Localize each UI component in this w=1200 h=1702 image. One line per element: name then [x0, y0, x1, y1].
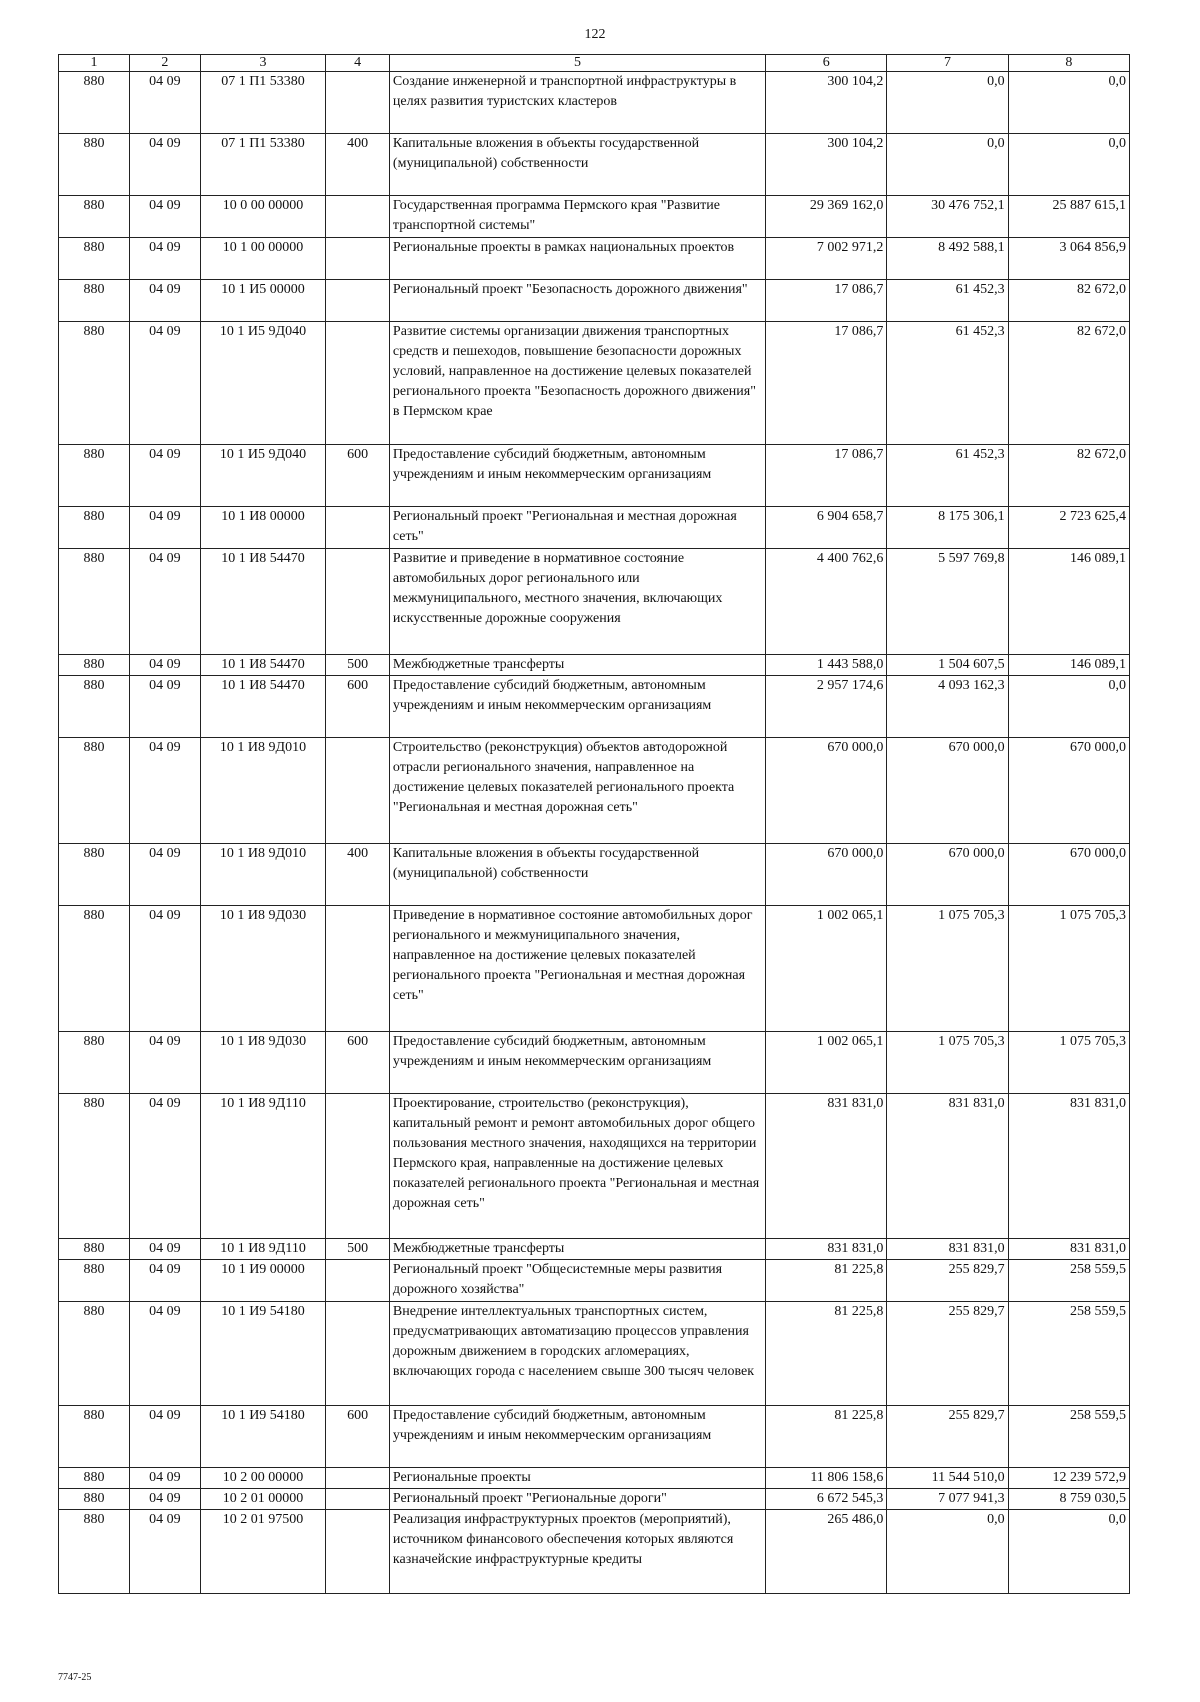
target-article-cell: 10 1 И5 9Д040: [200, 322, 325, 445]
section-code-cell: 04 09: [129, 196, 200, 238]
target-article-cell: 10 1 И9 54180: [200, 1302, 325, 1406]
section-code-cell: 04 09: [129, 1260, 200, 1302]
section-code-cell: 04 09: [129, 676, 200, 738]
amount-year1-cell: 11 806 158,6: [766, 1468, 887, 1489]
amount-year3-cell: 25 887 615,1: [1008, 196, 1129, 238]
table-row: [59, 1302, 1130, 1406]
amount-year2-cell: 11 544 510,0: [887, 1468, 1008, 1489]
section-code-cell: 04 09: [129, 1510, 200, 1594]
target-article-cell: 10 2 01 00000: [200, 1489, 325, 1510]
ministry-code-cell: 880: [59, 1032, 130, 1094]
ministry-code-cell: 880: [59, 1489, 130, 1510]
table-row: [59, 196, 1130, 238]
expense-type-cell: [326, 1510, 390, 1594]
target-article-cell: 07 1 П1 53380: [200, 72, 325, 134]
amount-year3-cell: 0,0: [1008, 134, 1129, 196]
target-article-cell: 10 1 И5 9Д040: [200, 445, 325, 507]
amount-year2-cell: 255 829,7: [887, 1302, 1008, 1406]
description-cell: Создание инженерной и транспортной инфраструктуры в целях развития туристских кластеров: [389, 72, 765, 134]
amount-year1-cell: 29 369 162,0: [766, 196, 887, 238]
amount-year3-cell: 82 672,0: [1008, 280, 1129, 322]
table-row: [59, 1468, 1130, 1489]
target-article-cell: 10 1 И8 9Д010: [200, 738, 325, 844]
amount-year2-cell: 670 000,0: [887, 738, 1008, 844]
column-header-6: 6: [766, 55, 887, 72]
expense-type-cell: 400: [326, 134, 390, 196]
header-row: [59, 55, 1130, 72]
amount-year1-cell: 265 486,0: [766, 1510, 887, 1594]
description-cell: Региональный проект "Общесистемные меры развития дорожного хозяйства": [389, 1260, 765, 1302]
table-row: [59, 549, 1130, 655]
ministry-code-cell: 880: [59, 655, 130, 676]
expense-type-cell: [326, 238, 390, 280]
target-article-cell: 10 1 И8 54470: [200, 676, 325, 738]
amount-year2-cell: 61 452,3: [887, 445, 1008, 507]
amount-year2-cell: 0,0: [887, 72, 1008, 134]
target-article-cell: 07 1 П1 53380: [200, 134, 325, 196]
description-cell: Предоставление субсидий бюджетным, автономным учреждениям и иным некоммерческим организациям: [389, 1032, 765, 1094]
amount-year3-cell: 146 089,1: [1008, 549, 1129, 655]
expense-type-cell: [326, 196, 390, 238]
amount-year3-cell: 1 075 705,3: [1008, 906, 1129, 1032]
section-code-cell: 04 09: [129, 445, 200, 507]
expense-type-cell: [326, 280, 390, 322]
description-cell: Межбюджетные трансферты: [389, 655, 765, 676]
amount-year2-cell: 255 829,7: [887, 1406, 1008, 1468]
table-row: [59, 738, 1130, 844]
section-code-cell: 04 09: [129, 1302, 200, 1406]
amount-year1-cell: 1 002 065,1: [766, 906, 887, 1032]
ministry-code-cell: 880: [59, 906, 130, 1032]
ministry-code-cell: 880: [59, 507, 130, 549]
description-cell: Межбюджетные трансферты: [389, 1239, 765, 1260]
target-article-cell: 10 1 И8 54470: [200, 549, 325, 655]
expense-type-cell: [326, 738, 390, 844]
amount-year2-cell: 1 075 705,3: [887, 1032, 1008, 1094]
target-article-cell: 10 1 И9 54180: [200, 1406, 325, 1468]
amount-year2-cell: 0,0: [887, 1510, 1008, 1594]
amount-year2-cell: 5 597 769,8: [887, 549, 1008, 655]
expense-type-cell: [326, 322, 390, 445]
table-row: [59, 1239, 1130, 1260]
amount-year3-cell: 82 672,0: [1008, 445, 1129, 507]
table-row: [59, 906, 1130, 1032]
amount-year3-cell: 831 831,0: [1008, 1239, 1129, 1260]
amount-year2-cell: 670 000,0: [887, 844, 1008, 906]
description-cell: Предоставление субсидий бюджетным, автономным учреждениям и иным некоммерческим организациям: [389, 676, 765, 738]
amount-year3-cell: 82 672,0: [1008, 322, 1129, 445]
ministry-code-cell: 880: [59, 1302, 130, 1406]
description-cell: Развитие системы организации движения транспортных средств и пешеходов, повышение безопасности дорожных условий, направленное на достижение целевых показателей регионального проекта "Безопасность дорожного движения" в Пермском крае: [389, 322, 765, 445]
ministry-code-cell: 880: [59, 1260, 130, 1302]
description-cell: Реализация инфраструктурных проектов (мероприятий), источником финансового обеспечения которых являются казначейские инфраструктурные кредиты: [389, 1510, 765, 1594]
amount-year1-cell: 300 104,2: [766, 134, 887, 196]
ministry-code-cell: 880: [59, 1406, 130, 1468]
ministry-code-cell: 880: [59, 738, 130, 844]
column-header-5: 5: [389, 55, 765, 72]
column-header-7: 7: [887, 55, 1008, 72]
description-cell: Региональные проекты: [389, 1468, 765, 1489]
expense-type-cell: 600: [326, 1032, 390, 1094]
table-row: [59, 1406, 1130, 1468]
amount-year1-cell: 7 002 971,2: [766, 238, 887, 280]
ministry-code-cell: 880: [59, 196, 130, 238]
ministry-code-cell: 880: [59, 1468, 130, 1489]
column-header-1: 1: [59, 55, 130, 72]
target-article-cell: 10 1 И8 9Д110: [200, 1239, 325, 1260]
expense-type-cell: [326, 1302, 390, 1406]
target-article-cell: 10 2 00 00000: [200, 1468, 325, 1489]
target-article-cell: 10 1 00 00000: [200, 238, 325, 280]
table-row: [59, 445, 1130, 507]
amount-year3-cell: 0,0: [1008, 72, 1129, 134]
amount-year2-cell: 831 831,0: [887, 1239, 1008, 1260]
amount-year3-cell: 146 089,1: [1008, 655, 1129, 676]
target-article-cell: 10 1 И8 54470: [200, 655, 325, 676]
amount-year1-cell: 6 672 545,3: [766, 1489, 887, 1510]
amount-year1-cell: 831 831,0: [766, 1094, 887, 1239]
amount-year2-cell: 0,0: [887, 134, 1008, 196]
ministry-code-cell: 880: [59, 134, 130, 196]
amount-year2-cell: 831 831,0: [887, 1094, 1008, 1239]
amount-year3-cell: 831 831,0: [1008, 1094, 1129, 1239]
description-cell: Проектирование, строительство (реконструкция), капитальный ремонт и ремонт автомобильных дорог общего пользования местного значения, находящихся на территории Пермского края, направленные на достижение целевых показателей регионального проекта "Региональная и местная дорожная сеть": [389, 1094, 765, 1239]
amount-year2-cell: 255 829,7: [887, 1260, 1008, 1302]
description-cell: Приведение в нормативное состояние автомобильных дорог регионального и межмуниципального значения, направленное на достижение целевых показателей регионального проекта "Региональная и местная дорожная сеть": [389, 906, 765, 1032]
description-cell: Капитальные вложения в объекты государственной (муниципальной) собственности: [389, 844, 765, 906]
expense-type-cell: [326, 1489, 390, 1510]
ministry-code-cell: 880: [59, 1094, 130, 1239]
column-header-4: 4: [326, 55, 390, 72]
amount-year3-cell: 0,0: [1008, 676, 1129, 738]
expense-type-cell: [326, 1260, 390, 1302]
table-row: [59, 1260, 1130, 1302]
section-code-cell: 04 09: [129, 134, 200, 196]
table-row: [59, 72, 1130, 134]
amount-year2-cell: 7 077 941,3: [887, 1489, 1008, 1510]
ministry-code-cell: 880: [59, 549, 130, 655]
expense-type-cell: [326, 906, 390, 1032]
amount-year2-cell: 30 476 752,1: [887, 196, 1008, 238]
target-article-cell: 10 1 И8 9Д030: [200, 1032, 325, 1094]
section-code-cell: 04 09: [129, 906, 200, 1032]
amount-year1-cell: 17 086,7: [766, 445, 887, 507]
section-code-cell: 04 09: [129, 1094, 200, 1239]
description-cell: Строительство (реконструкция) объектов автодорожной отрасли регионального значения, направленное на достижение целевых показателей регионального проекта "Региональная и местная дорожная сеть": [389, 738, 765, 844]
target-article-cell: 10 1 И5 00000: [200, 280, 325, 322]
amount-year1-cell: 300 104,2: [766, 72, 887, 134]
expense-type-cell: [326, 1094, 390, 1239]
expense-type-cell: 600: [326, 1406, 390, 1468]
ministry-code-cell: 880: [59, 1510, 130, 1594]
table-row: [59, 1032, 1130, 1094]
ministry-code-cell: 880: [59, 445, 130, 507]
ministry-code-cell: 880: [59, 238, 130, 280]
description-cell: Государственная программа Пермского края "Развитие транспортной системы": [389, 196, 765, 238]
amount-year1-cell: 17 086,7: [766, 280, 887, 322]
table-row: [59, 844, 1130, 906]
amount-year1-cell: 81 225,8: [766, 1302, 887, 1406]
description-cell: Региональный проект "Региональная и местная дорожная сеть": [389, 507, 765, 549]
target-article-cell: 10 1 И8 9Д030: [200, 906, 325, 1032]
ministry-code-cell: 880: [59, 322, 130, 445]
amount-year3-cell: 258 559,5: [1008, 1302, 1129, 1406]
amount-year3-cell: 3 064 856,9: [1008, 238, 1129, 280]
section-code-cell: 04 09: [129, 1489, 200, 1510]
amount-year3-cell: 0,0: [1008, 1510, 1129, 1594]
amount-year1-cell: 81 225,8: [766, 1406, 887, 1468]
target-article-cell: 10 0 00 00000: [200, 196, 325, 238]
amount-year3-cell: 8 759 030,5: [1008, 1489, 1129, 1510]
expense-type-cell: 600: [326, 676, 390, 738]
section-code-cell: 04 09: [129, 1032, 200, 1094]
amount-year3-cell: 12 239 572,9: [1008, 1468, 1129, 1489]
table-row: [59, 1510, 1130, 1594]
amount-year1-cell: 1 443 588,0: [766, 655, 887, 676]
table-row: [59, 322, 1130, 445]
amount-year1-cell: 2 957 174,6: [766, 676, 887, 738]
target-article-cell: 10 1 И8 9Д010: [200, 844, 325, 906]
section-code-cell: 04 09: [129, 1406, 200, 1468]
budget-table: [58, 54, 1130, 1594]
column-header-3: 3: [200, 55, 325, 72]
target-article-cell: 10 1 И9 00000: [200, 1260, 325, 1302]
description-cell: Региональные проекты в рамках национальных проектов: [389, 238, 765, 280]
amount-year1-cell: 670 000,0: [766, 738, 887, 844]
table-row: [59, 280, 1130, 322]
section-code-cell: 04 09: [129, 238, 200, 280]
amount-year2-cell: 8 175 306,1: [887, 507, 1008, 549]
amount-year1-cell: 670 000,0: [766, 844, 887, 906]
section-code-cell: 04 09: [129, 844, 200, 906]
expense-type-cell: 500: [326, 1239, 390, 1260]
amount-year1-cell: 831 831,0: [766, 1239, 887, 1260]
expense-type-cell: 600: [326, 445, 390, 507]
document-code: 7747-25: [58, 1672, 92, 1683]
section-code-cell: 04 09: [129, 738, 200, 844]
amount-year2-cell: 1 504 607,5: [887, 655, 1008, 676]
expense-type-cell: [326, 1468, 390, 1489]
description-cell: Предоставление субсидий бюджетным, автономным учреждениям и иным некоммерческим организациям: [389, 1406, 765, 1468]
ministry-code-cell: 880: [59, 1239, 130, 1260]
description-cell: Региональный проект "Региональные дороги": [389, 1489, 765, 1510]
section-code-cell: 04 09: [129, 655, 200, 676]
expense-type-cell: 500: [326, 655, 390, 676]
target-article-cell: 10 1 И8 00000: [200, 507, 325, 549]
amount-year3-cell: 670 000,0: [1008, 738, 1129, 844]
amount-year1-cell: 17 086,7: [766, 322, 887, 445]
description-cell: Внедрение интеллектуальных транспортных систем, предусматривающих автоматизацию процессов управления дорожным движением в городских агломерациях, включающих города с населением свыше 300 тысяч человек: [389, 1302, 765, 1406]
description-cell: Развитие и приведение в нормативное состояние автомобильных дорог регионального или межмуниципального, местного значения, включающих искусственные дорожные сооружения: [389, 549, 765, 655]
amount-year3-cell: 258 559,5: [1008, 1260, 1129, 1302]
amount-year3-cell: 670 000,0: [1008, 844, 1129, 906]
section-code-cell: 04 09: [129, 549, 200, 655]
column-header-8: 8: [1008, 55, 1129, 72]
amount-year1-cell: 1 002 065,1: [766, 1032, 887, 1094]
ministry-code-cell: 880: [59, 676, 130, 738]
amount-year2-cell: 1 075 705,3: [887, 906, 1008, 1032]
amount-year3-cell: 258 559,5: [1008, 1406, 1129, 1468]
table-row: [59, 1489, 1130, 1510]
amount-year1-cell: 81 225,8: [766, 1260, 887, 1302]
amount-year2-cell: 61 452,3: [887, 280, 1008, 322]
target-article-cell: 10 1 И8 9Д110: [200, 1094, 325, 1239]
amount-year2-cell: 8 492 588,1: [887, 238, 1008, 280]
expense-type-cell: [326, 549, 390, 655]
expense-type-cell: [326, 72, 390, 134]
table-row: [59, 507, 1130, 549]
section-code-cell: 04 09: [129, 322, 200, 445]
target-article-cell: 10 2 01 97500: [200, 1510, 325, 1594]
section-code-cell: 04 09: [129, 1468, 200, 1489]
amount-year3-cell: 1 075 705,3: [1008, 1032, 1129, 1094]
section-code-cell: 04 09: [129, 280, 200, 322]
column-header-2: 2: [129, 55, 200, 72]
table-row: [59, 238, 1130, 280]
table-row: [59, 1094, 1130, 1239]
description-cell: Региональный проект "Безопасность дорожного движения": [389, 280, 765, 322]
amount-year2-cell: 4 093 162,3: [887, 676, 1008, 738]
ministry-code-cell: 880: [59, 72, 130, 134]
table-row: [59, 676, 1130, 738]
table-row: [59, 134, 1130, 196]
ministry-code-cell: 880: [59, 844, 130, 906]
amount-year1-cell: 6 904 658,7: [766, 507, 887, 549]
page-number: 122: [584, 27, 606, 42]
description-cell: Предоставление субсидий бюджетным, автономным учреждениям и иным некоммерческим организациям: [389, 445, 765, 507]
description-cell: Капитальные вложения в объекты государственной (муниципальной) собственности: [389, 134, 765, 196]
amount-year1-cell: 4 400 762,6: [766, 549, 887, 655]
amount-year3-cell: 2 723 625,4: [1008, 507, 1129, 549]
section-code-cell: 04 09: [129, 72, 200, 134]
section-code-cell: 04 09: [129, 1239, 200, 1260]
ministry-code-cell: 880: [59, 280, 130, 322]
expense-type-cell: 400: [326, 844, 390, 906]
expense-type-cell: [326, 507, 390, 549]
table-row: [59, 655, 1130, 676]
section-code-cell: 04 09: [129, 507, 200, 549]
amount-year2-cell: 61 452,3: [887, 322, 1008, 445]
